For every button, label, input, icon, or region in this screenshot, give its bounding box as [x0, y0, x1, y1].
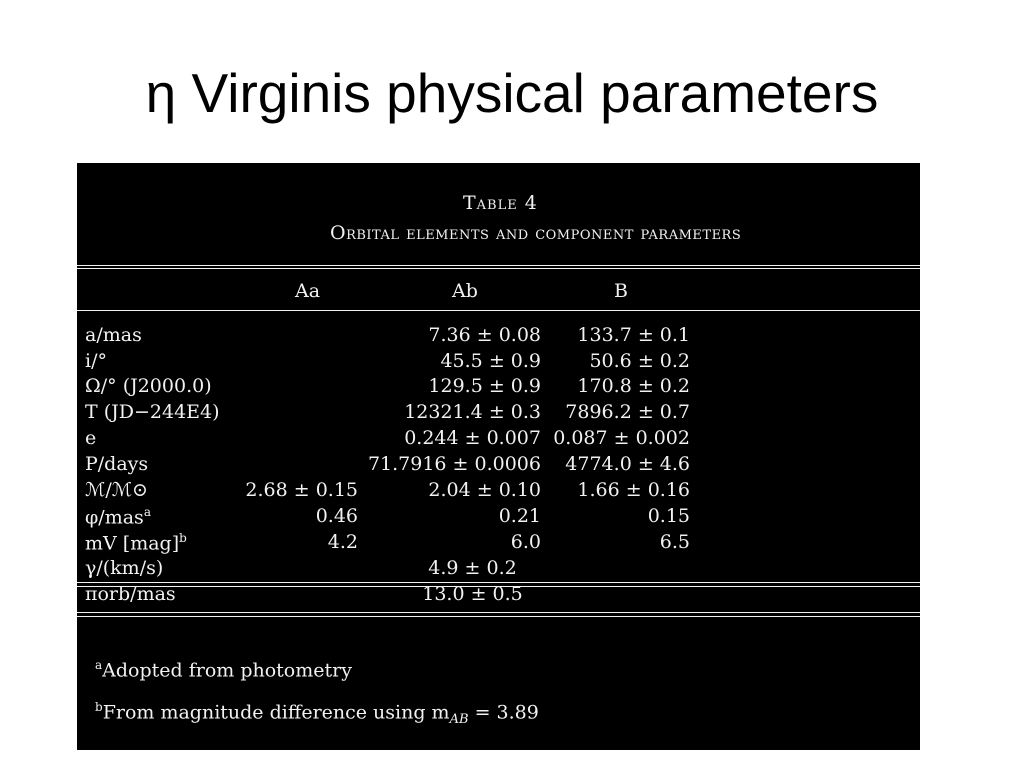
row-label-text: Ω/° (J2000.0): [85, 375, 212, 397]
row-label: [85, 324, 142, 346]
cell-b: 133.7 ± 0.1: [577, 324, 690, 346]
cell-ab: 7.36 ± 0.08: [428, 324, 541, 346]
row-label-text: i/°: [85, 350, 107, 372]
row-label: [85, 531, 187, 554]
cell-b: 170.8 ± 0.2: [577, 375, 690, 397]
row-label: [85, 375, 212, 397]
slide-title: η Virginis physical parameters: [145, 62, 879, 124]
cell-ab: 2.04 ± 0.10: [428, 479, 541, 501]
cell-ab: 6.0: [510, 531, 541, 553]
row-label-text: mV [mag]: [85, 532, 180, 555]
footnote-text: From magnitude difference using m: [102, 701, 450, 724]
cell-aa: 0.46: [315, 505, 358, 527]
cell-ab: 71.7916 ± 0.0006: [367, 453, 541, 475]
cell-ab: 12321.4 ± 0.3: [404, 401, 541, 423]
cell-aa: 4.2: [327, 531, 358, 553]
footnote: [95, 658, 352, 681]
column-header: Aa: [295, 280, 321, 302]
footnote: [95, 700, 539, 727]
footnote-subscript: AB: [449, 712, 469, 728]
footnote-text: Adopted from photometry: [102, 659, 352, 682]
row-label-text: e: [85, 427, 97, 449]
footnote-tail: = 3.89: [468, 701, 539, 724]
table-rule: [77, 310, 920, 311]
row-label: [85, 453, 148, 475]
row-label: [85, 557, 163, 579]
footnote-marker: a: [143, 505, 151, 519]
row-label-text: P/days: [85, 453, 149, 475]
row-label: [85, 479, 148, 501]
cell-b: 50.6 ± 0.2: [589, 350, 690, 372]
table-caption-title: Orbital elements and component parameters: [330, 222, 742, 244]
cell-ab: 129.5 ± 0.9: [428, 375, 541, 397]
footnote-marker: b: [179, 531, 187, 545]
row-label-text: a/mas: [85, 324, 142, 346]
row-label-text: φ/mas: [85, 506, 144, 529]
cell-ab: 0.244 ± 0.007: [404, 427, 541, 449]
row-label: [85, 427, 96, 449]
footnote-marker: a: [95, 658, 103, 672]
cell-b: 1.66 ± 0.16: [577, 479, 690, 501]
table-rule: [77, 265, 920, 266]
table-rule: [77, 268, 920, 269]
row-label-text: πorb/mas: [85, 583, 176, 605]
row-label: [85, 505, 151, 528]
cell-b: 4774.0 ± 4.6: [565, 453, 690, 475]
table-image: [77, 163, 920, 750]
row-label: [85, 401, 220, 423]
cell-ab: 0.21: [498, 505, 541, 527]
column-header: Ab: [452, 280, 478, 302]
cell-value: 13.0 ± 0.5: [422, 583, 523, 605]
footnote-marker: b: [95, 700, 103, 714]
table-rule: [77, 612, 920, 613]
table-caption-number: Table 4: [463, 192, 538, 214]
cell-b: 0.15: [647, 505, 690, 527]
row-label: [85, 350, 107, 372]
table-rule: [77, 616, 920, 617]
cell-aa: 2.68 ± 0.15: [245, 479, 358, 501]
row-label-text: T (JD−244E4): [85, 401, 220, 423]
cell-ab: 45.5 ± 0.9: [440, 350, 541, 372]
cell-b: 6.5: [659, 531, 690, 553]
row-label-text: γ/(km/s): [85, 557, 164, 579]
cell-value: 4.9 ± 0.2: [428, 557, 517, 579]
column-header: B: [614, 280, 628, 302]
row-label-text: ℳ/ℳ⊙: [85, 479, 148, 501]
cell-b: 0.087 ± 0.002: [553, 427, 690, 449]
row-label: [85, 583, 176, 605]
cell-b: 7896.2 ± 0.7: [565, 401, 690, 423]
